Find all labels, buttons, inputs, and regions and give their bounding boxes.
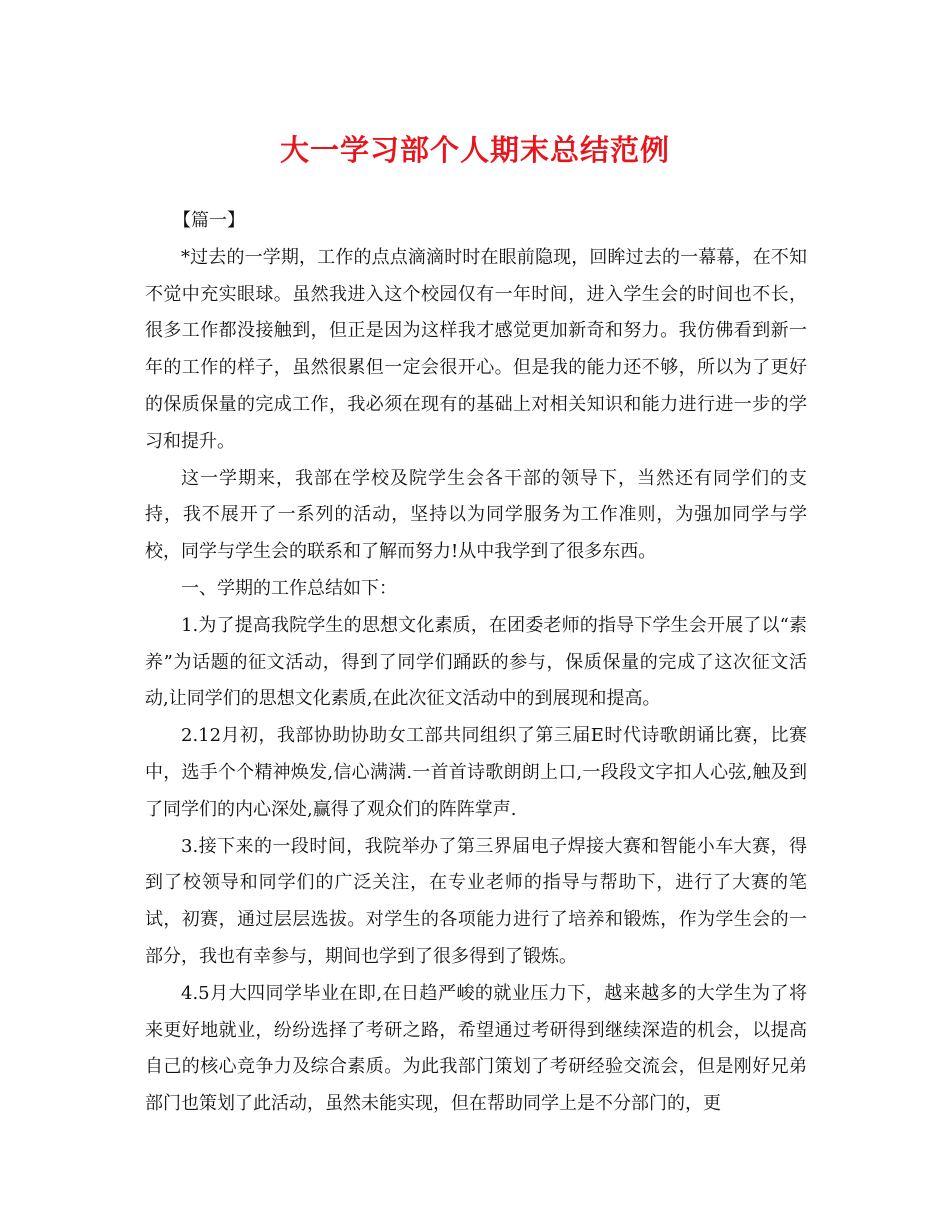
paragraph-heading-summary: 一、学期的工作总结如下： bbox=[181, 577, 397, 599]
document-body bbox=[145, 203, 807, 1123]
section-label: 【篇一】 bbox=[173, 210, 245, 231]
paragraph-item-2: 2.12月初，我部协助协助女工部共同组织了第三届E时代诗歌朗诵比赛，比赛中，选手个个精神焕发,信心满满.一首首诗歌朗朗上口,一段段文字扣人心弦,触及到了同学们的内心深处,赢得了观众们的阵阵掌声. bbox=[145, 725, 807, 820]
paragraph-item-4: 4.5月大四同学毕业在即,在日趋严峻的就业压力下，越来越多的大学生为了将来更好地就业，纷纷选择了考研之路，希望通过考研得到继续深造的机会，以提高自己的核心竞争力及综合素质。为此我部门策划了考研经验交流会，但是刚好兄弟部门也策划了此活动，虽然未能实现，但在帮助同学上是不分部门的，更 bbox=[145, 982, 807, 1115]
document-title: 大一学习部个人期末总结范例 bbox=[279, 133, 670, 167]
paragraph-item-1: 1.为了提高我院学生的思想文化素质，在团委老师的指导下学生会开展了以“素养”为话题的征文活动，得到了同学们踊跃的参与，保质保量的完成了这次征文活动,让同学们的思想文化素质,在此次征文活动中的到展现和提高。 bbox=[145, 614, 807, 710]
paragraph-intro: *过去的一学期，工作的点点滴滴时时在眼前隐现，回眸过去的一幕幕，在不知不觉中充实眼球。虽然我进入这个校园仅有一年时间，进入学生会的时间也不长，很多工作都没接触到，但正是因为这样我才感觉更加新奇和努力。我仿佛看到新一年的工作的样子，虽然很累但一定会很开心。但是我的能力还不够，所以为了更好的保质保量的完成工作，我必须在现有的基础上对相关知识和能力进行进一步的学习和提升。 bbox=[145, 246, 807, 452]
paragraph-item-3: 3.接下来的一段时间，我院举办了第三界届电子焊接大赛和智能小车大赛，得到了校领导和同学们的广泛关注，在专业老师的指导与帮助下，进行了大赛的笔试，初赛，通过层层选拔。对学生的各项能力进行了培养和锻炼，作为学生会的一部分，我也有幸参与，期间也学到了很多得到了锻炼。 bbox=[145, 835, 807, 967]
paragraph-semester: 这一学期来，我部在学校及院学生会各干部的领导下，当然还有同学们的支持，我不展开了一系列的活动，坚持以为同学服务为工作准则，为强加同学与学校，同学与学生会的联系和了解而努力!从中我学到了很多东西。 bbox=[145, 467, 807, 563]
